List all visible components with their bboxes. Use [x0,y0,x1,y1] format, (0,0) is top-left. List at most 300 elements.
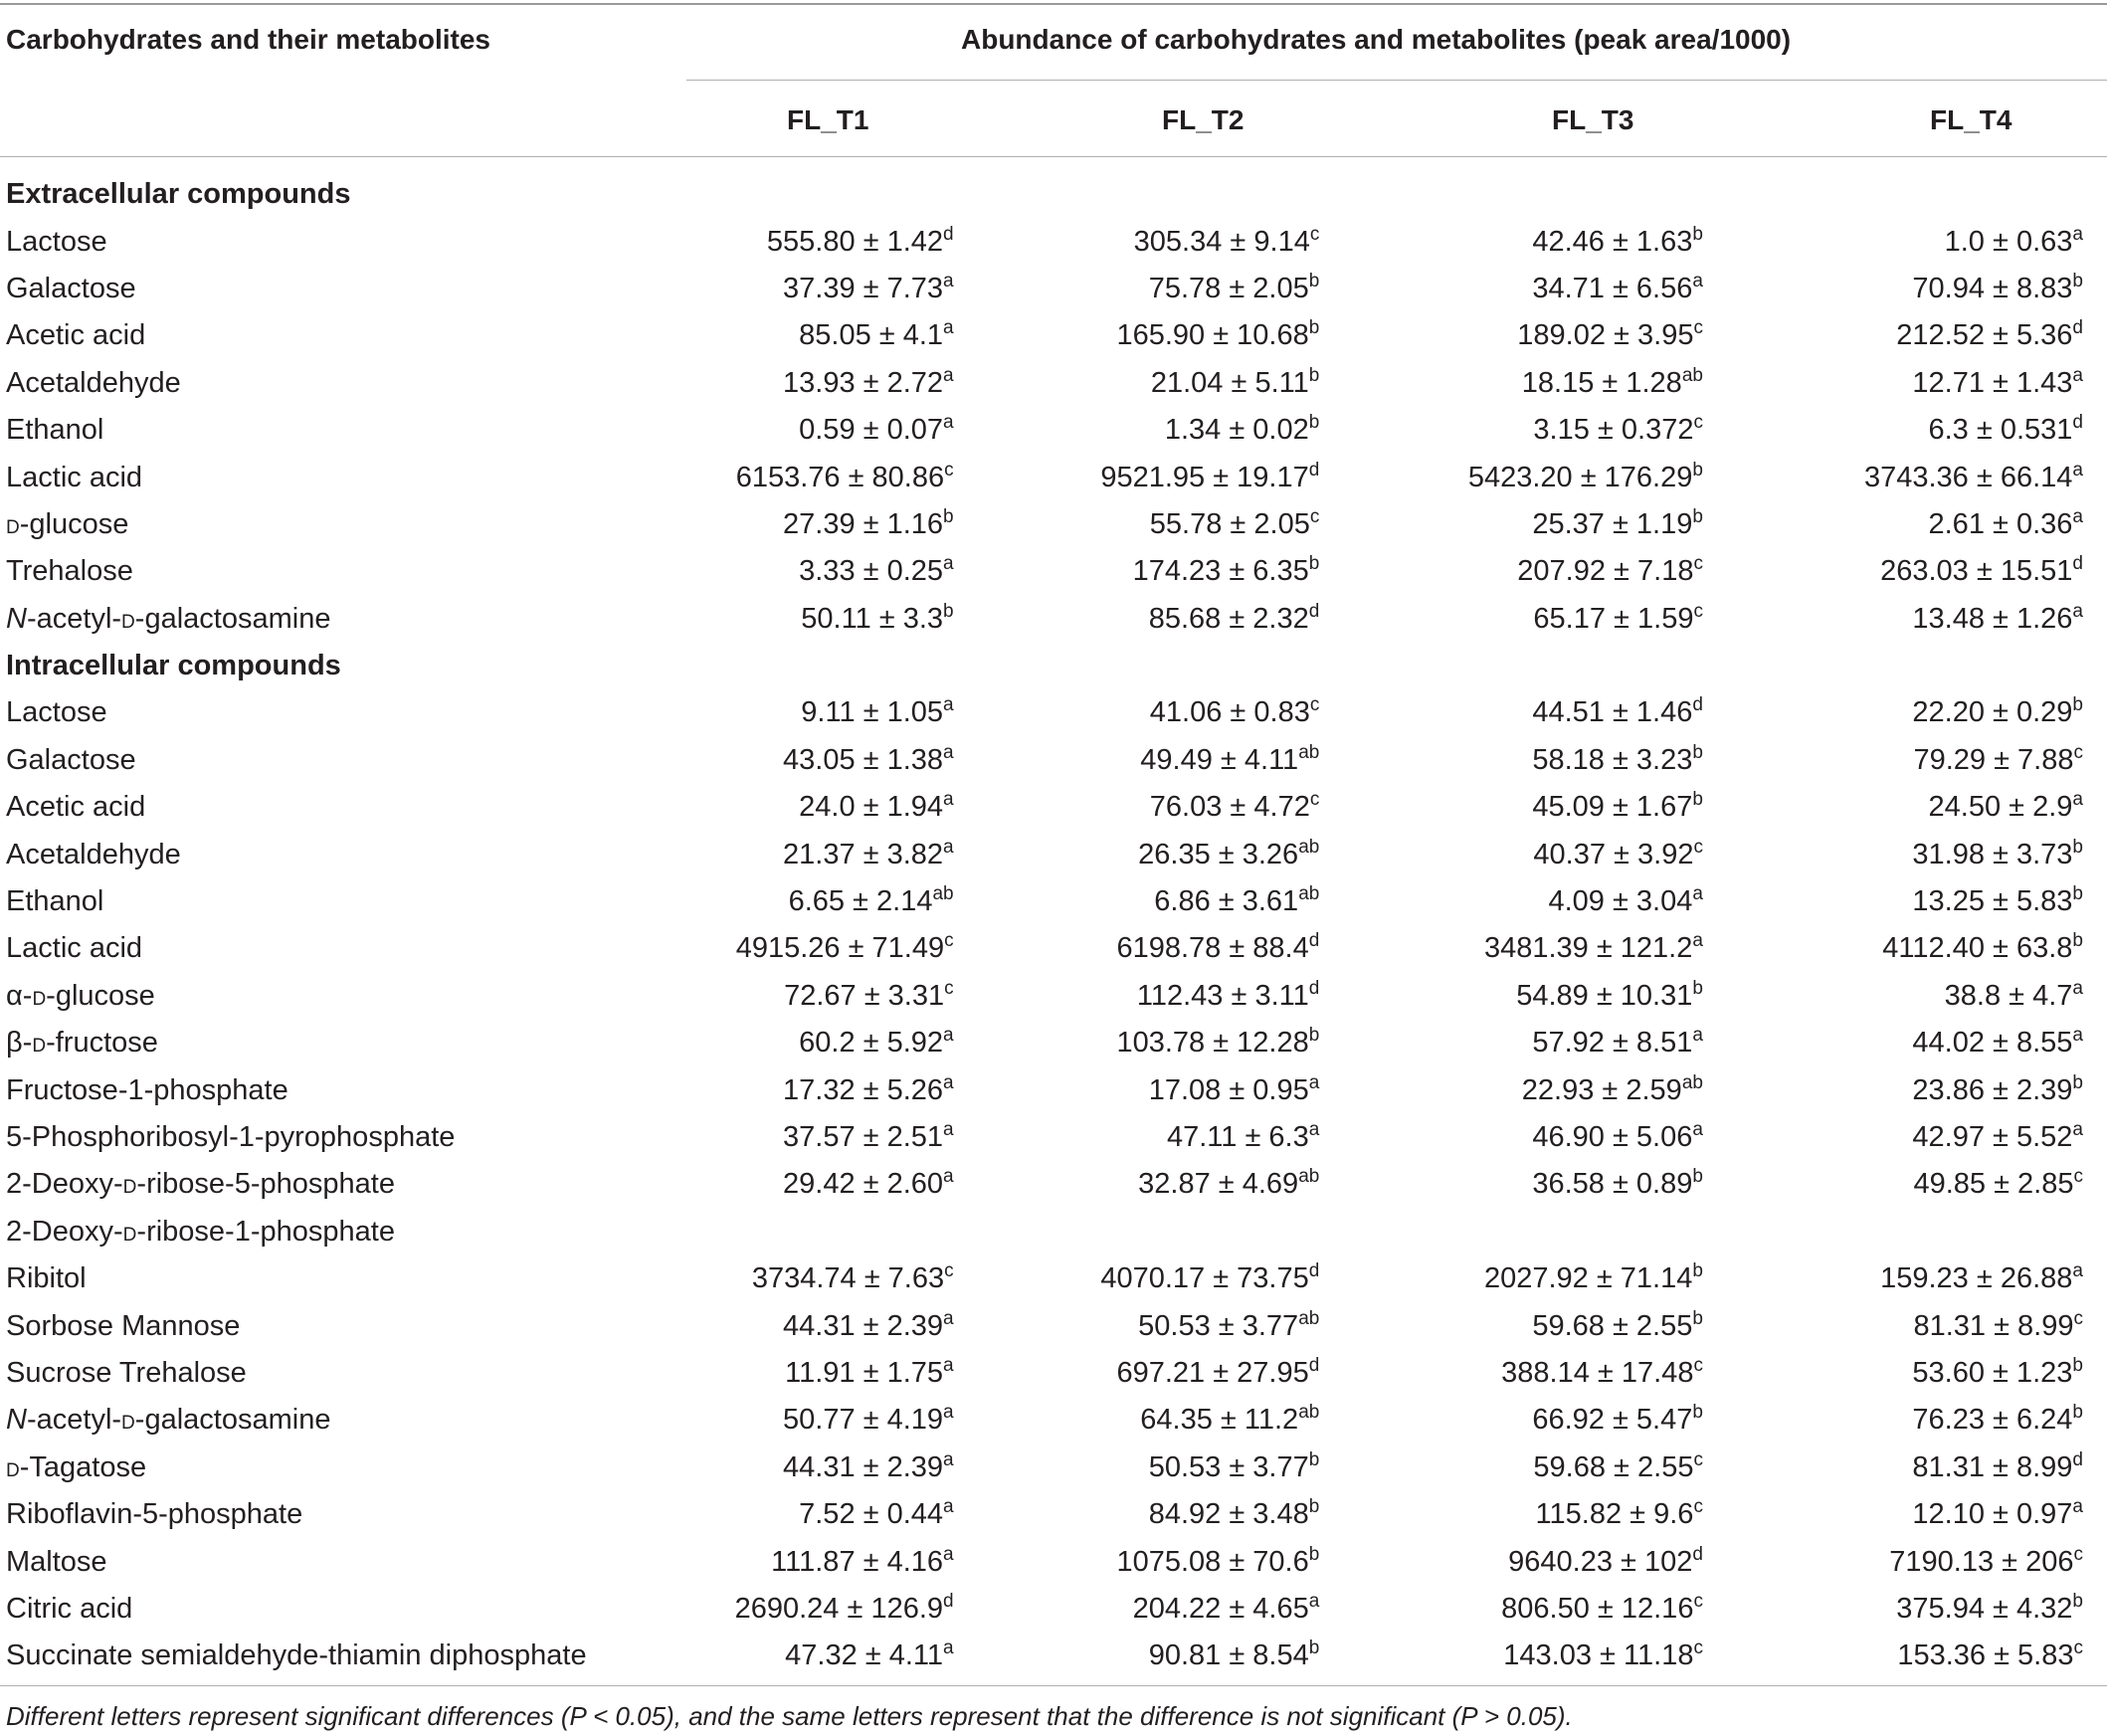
mean-sd: 43.05 ± 1.38 [783,743,944,776]
mean-sd: 5423.20 ± 176.29 [1467,461,1693,493]
value-cell-fl-t3 [1319,1209,1703,1255]
value-cell-fl-t2 [954,1350,1320,1397]
significance-letter: a [943,1638,954,1659]
table-row [0,1586,2107,1633]
mean-sd: 59.68 ± 2.55 [1532,1309,1693,1342]
mean-sd: 3481.39 ± 121.2 [1483,932,1693,965]
mean-sd: 115.82 ± 9.6 [1535,1498,1694,1531]
significance-letter: c [1309,789,1320,811]
mean-sd: 47.32 ± 4.11 [785,1640,944,1672]
significance-letter: a [943,836,954,858]
mean-sd: 13.25 ± 5.83 [1912,885,2073,918]
value-cell-fl-t3 [1319,925,1703,972]
table-row [0,1066,2107,1113]
table-row [0,878,2107,925]
compound-name: Lactose [6,696,107,729]
mean-sd: 31.98 ± 3.73 [1912,838,2073,870]
mean-sd: 70.94 ± 8.83 [1912,272,2073,304]
compound-name: Lactic acid [6,461,143,493]
compound-name: Galactose [6,743,136,776]
significance-letter: b [1692,505,1703,527]
compound-name: d-glucose [6,507,129,540]
mean-sd: 81.31 ± 8.99 [1912,1450,2073,1483]
mean-sd: 13.48 ± 1.26 [1912,602,2073,635]
mean-sd: 54.89 ± 10.31 [1516,979,1693,1012]
value-cell-fl-t4 [1703,266,2107,312]
mean-sd: 76.03 ± 4.72 [1149,791,1310,824]
table-row [0,360,2107,407]
compound-name: 5-Phosphoribosyl-1-pyrophosphate [6,1121,456,1153]
significance-letter: b [2072,1590,2083,1612]
significance-letter: c [2073,1166,2083,1188]
value-cell-fl-t1 [677,878,953,925]
mean-sd: 49.85 ± 2.85 [1913,1168,2074,1201]
significance-letter: a [943,270,954,291]
significance-letter: d [1308,1260,1320,1282]
significance-letter: d [2072,553,2083,575]
value-cell-fl-t2 [954,407,1320,454]
compound-name: α-d-glucose [6,979,155,1012]
mean-sd: 207.92 ± 7.18 [1517,555,1694,588]
significance-letter: b [1692,741,1703,763]
mean-sd: 153.36 ± 5.83 [1897,1640,2074,1672]
significance-letter: a [2072,977,2083,999]
mean-sd: 34.71 ± 6.56 [1532,272,1693,304]
compound-name: Acetaldehyde [6,838,181,870]
significance-letter: c [1693,1496,1703,1518]
significance-letter: c [2073,1307,2083,1329]
value-cell-fl-t2 [954,1161,1320,1208]
table-row [0,596,2107,643]
value-cell-fl-t4 [1703,1114,2107,1161]
mean-sd: 84.92 ± 3.48 [1148,1498,1309,1531]
value-cell-fl-t3 [1319,1491,1703,1538]
section-title: Extracellular compounds [6,178,351,211]
significance-letter: c [1693,1590,1703,1612]
mean-sd: 4915.26 ± 71.49 [735,932,945,965]
mean-sd: 27.39 ± 1.16 [783,507,944,540]
value-cell-fl-t2 [954,878,1320,925]
significance-letter: b [1308,1543,1320,1565]
significance-letter: a [943,1448,954,1470]
mean-sd: 3.15 ± 0.372 [1533,414,1694,447]
significance-letter: a [943,1402,954,1424]
mean-sd: 111.87 ± 4.16 [771,1545,944,1578]
significance-letter: b [1692,789,1703,811]
value-cell-fl-t3 [1319,973,1703,1020]
mean-sd: 29.42 ± 2.60 [783,1168,944,1201]
significance-letter: d [2072,317,2083,339]
significance-letter: b [1692,977,1703,999]
mean-sd: 90.81 ± 8.54 [1148,1640,1309,1672]
significance-letter: b [1692,223,1703,245]
significance-letter: b [943,505,954,527]
value-cell-fl-t4 [1703,1350,2107,1397]
value-cell-fl-t3 [1319,596,1703,643]
mean-sd: 23.86 ± 2.39 [1912,1073,2073,1106]
value-cell-fl-t1 [677,831,953,877]
value-cell-fl-t1 [677,218,953,265]
significance-letter: a [2072,223,2083,245]
mean-sd: 12.10 ± 0.97 [1912,1498,2073,1531]
compound-name: Ethanol [6,414,104,447]
value-cell-fl-t2 [954,1114,1320,1161]
value-cell-fl-t1 [677,407,953,454]
significance-letter: a [943,1119,954,1140]
significance-letter: b [1308,412,1320,434]
compound-name: Ribitol [6,1262,87,1295]
significance-letter: ab [1681,364,1703,386]
section-title: Intracellular compounds [6,650,341,682]
mean-sd: 44.51 ± 1.46 [1532,696,1693,729]
mean-sd: 2027.92 ± 71.14 [1483,1262,1693,1295]
mean-sd: 55.78 ± 2.05 [1149,507,1310,540]
mean-sd: 60.2 ± 5.92 [799,1027,944,1060]
value-cell-fl-t4 [1703,407,2107,454]
value-cell-fl-t2 [954,925,1320,972]
value-cell-fl-t3 [1319,1445,1703,1491]
significance-letter: d [1308,977,1320,999]
significance-letter: b [2072,270,2083,291]
value-cell-fl-t1 [677,1020,953,1066]
table-row [0,312,2107,359]
significance-letter: d [1308,930,1320,952]
significance-letter: a [943,1496,954,1518]
mean-sd: 0.59 ± 0.07 [799,414,944,447]
table-row [0,1302,2107,1349]
mean-sd: 6153.76 ± 80.86 [735,461,945,493]
mean-sd: 65.17 ± 1.59 [1533,602,1694,635]
value-cell-fl-t2 [954,1633,1320,1679]
mean-sd: 13.93 ± 2.72 [783,366,944,399]
significance-letter: d [1308,600,1320,622]
significance-letter: a [943,741,954,763]
mean-sd: 22.93 ± 2.59 [1521,1073,1682,1106]
significance-letter: a [2072,364,2083,386]
mean-sd: 1.0 ± 0.63 [1944,225,2073,258]
value-cell-fl-t2 [954,737,1320,784]
significance-letter: b [1308,317,1320,339]
value-cell-fl-t3 [1319,1302,1703,1349]
table-row [0,407,2107,454]
col-header-fl-t4: FL_T4 [1930,104,2012,135]
mean-sd: 204.22 ± 4.65 [1132,1592,1309,1625]
compound-name: Lactic acid [6,932,143,965]
value-cell-fl-t3 [1319,266,1703,312]
compound-name: Ethanol [6,885,104,918]
value-cell-fl-t1 [677,454,953,500]
significance-letter: b [1308,364,1320,386]
mean-sd: 9640.23 ± 102 [1508,1545,1693,1578]
value-cell-fl-t4 [1703,218,2107,265]
significance-letter: a [2072,1119,2083,1140]
value-cell-fl-t3 [1319,1255,1703,1302]
col-header-fl-t3: FL_T3 [1552,104,1634,135]
value-cell-fl-t4 [1703,548,2107,595]
value-cell-fl-t1 [677,1302,953,1349]
significance-letter: a [943,364,954,386]
significance-letter: a [1308,1119,1320,1140]
table-row [0,925,2107,972]
mean-sd: 4.09 ± 3.04 [1548,885,1693,918]
compound-name: 2-Deoxy-d-ribose-1-phosphate [6,1215,395,1248]
significance-letter: c [1309,505,1320,527]
significance-letter: a [1308,1590,1320,1612]
significance-letter: a [943,1071,954,1093]
significance-letter: a [943,1543,954,1565]
significance-letter: a [1692,1025,1703,1047]
significance-letter: a [2072,1496,2083,1518]
value-cell-fl-t4 [1703,1255,2107,1302]
compound-name: Succinate semialdehyde-thiamin diphosphate [6,1640,587,1672]
mean-sd: 66.92 ± 5.47 [1532,1404,1693,1437]
significance-letter: b [1692,1260,1703,1282]
mean-sd: 17.32 ± 5.26 [783,1073,944,1106]
value-cell-fl-t3 [1319,360,1703,407]
significance-letter: ab [932,883,954,905]
mean-sd: 44.02 ± 8.55 [1912,1027,2073,1060]
mean-sd: 58.18 ± 3.23 [1532,743,1693,776]
significance-letter: b [1308,1496,1320,1518]
significance-letter: b [1308,553,1320,575]
mean-sd: 6198.78 ± 88.4 [1116,932,1309,965]
value-cell-fl-t1 [677,501,953,548]
table-row [0,1445,2107,1491]
significance-letter: b [2072,1402,2083,1424]
significance-letter: d [1308,459,1320,481]
significance-letter: a [2072,789,2083,811]
mean-sd: 388.14 ± 17.48 [1501,1356,1694,1389]
mean-sd: 40.37 ± 3.92 [1533,838,1694,870]
value-cell-fl-t1 [677,1586,953,1633]
significance-letter: c [1693,553,1703,575]
mean-sd: 36.58 ± 0.89 [1532,1168,1693,1201]
value-cell-fl-t2 [954,501,1320,548]
mean-sd: 21.04 ± 5.11 [1150,366,1309,399]
significance-letter: d [1308,1354,1320,1376]
value-cell-fl-t4 [1703,1209,2107,1255]
value-cell-fl-t3 [1319,1633,1703,1679]
significance-letter: a [943,553,954,575]
value-cell-fl-t1 [677,737,953,784]
value-cell-fl-t3 [1319,1114,1703,1161]
compound-name: Galactose [6,272,136,304]
compound-name: Trehalose [6,555,133,588]
compound-name: Citric acid [6,1592,133,1625]
significance-letter: b [2072,836,2083,858]
mean-sd: 22.20 ± 0.29 [1912,696,2073,729]
mean-sd: 37.39 ± 7.73 [783,272,944,304]
table-row [0,1538,2107,1585]
mean-sd: 53.60 ± 1.23 [1912,1356,2073,1389]
significance-letter: d [1692,694,1703,716]
value-cell-fl-t1 [677,973,953,1020]
value-cell-fl-t2 [954,312,1320,359]
significance-letter: c [1693,836,1703,858]
mean-sd: 174.23 ± 6.35 [1132,555,1309,588]
footnote: Different letters represent significant differences (P < 0.05), and the same letters represent that the difference is not significant (P > 0.05). [6,1701,1573,1731]
mean-sd: 18.15 ± 1.28 [1521,366,1682,399]
table-row [0,548,2107,595]
value-cell-fl-t4 [1703,1633,2107,1679]
value-cell-fl-t3 [1319,1586,1703,1633]
value-cell-fl-t2 [954,1066,1320,1113]
mean-sd: 189.02 ± 3.95 [1517,319,1694,352]
value-cell-fl-t1 [677,360,953,407]
mean-sd: 4070.17 ± 73.75 [1100,1262,1309,1295]
value-cell-fl-t2 [954,454,1320,500]
significance-letter: a [943,1025,954,1047]
significance-letter: a [943,1354,954,1376]
mean-sd: 1075.08 ± 70.6 [1116,1545,1309,1578]
value-cell-fl-t2 [954,266,1320,312]
spanner-rule [686,80,2107,81]
compound-name: d-Tagatose [6,1450,147,1483]
value-cell-fl-t4 [1703,1020,2107,1066]
value-cell-fl-t4 [1703,1445,2107,1491]
value-cell-fl-t2 [954,360,1320,407]
significance-letter: ab [1298,883,1320,905]
value-cell-fl-t4 [1703,784,2107,831]
value-cell-fl-t1 [677,784,953,831]
significance-letter: c [1693,1638,1703,1659]
value-cell-fl-t1 [677,1114,953,1161]
value-cell-fl-t4 [1703,1397,2107,1444]
value-cell-fl-t3 [1319,1020,1703,1066]
mean-sd: 7.52 ± 0.44 [799,1498,944,1531]
mean-sd: 3743.36 ± 66.14 [1863,461,2073,493]
value-cell-fl-t2 [954,831,1320,877]
col-header-abundance-span: Abundance of carbohydrates and metabolites (peak area/1000) [961,24,1792,55]
significance-letter: c [944,459,954,481]
mean-sd: 42.46 ± 1.63 [1532,225,1693,258]
mean-sd: 9.11 ± 1.05 [801,696,944,729]
value-cell-fl-t4 [1703,1066,2107,1113]
mean-sd: 44.31 ± 2.39 [783,1309,944,1342]
mean-sd: 1.34 ± 0.02 [1164,414,1309,447]
value-cell-fl-t1 [677,1209,953,1255]
significance-letter: ab [1298,741,1320,763]
mean-sd: 3734.74 ± 7.63 [751,1262,945,1295]
value-cell-fl-t3 [1319,407,1703,454]
table-row [0,1350,2107,1397]
table-row [0,1114,2107,1161]
value-cell-fl-t4 [1703,831,2107,877]
value-cell-fl-t3 [1319,218,1703,265]
significance-letter: a [943,317,954,339]
mean-sd: 212.52 ± 5.36 [1896,319,2073,352]
significance-letter: d [943,1590,954,1612]
mean-sd: 11.91 ± 1.75 [785,1356,944,1389]
significance-letter: a [943,412,954,434]
value-cell-fl-t4 [1703,1302,2107,1349]
value-cell-fl-t3 [1319,1350,1703,1397]
value-cell-fl-t1 [677,1161,953,1208]
value-cell-fl-t4 [1703,454,2107,500]
mean-sd: 42.97 ± 5.52 [1912,1121,2073,1153]
col-header-compounds: Carbohydrates and their metabolites [6,24,491,55]
value-cell-fl-t4 [1703,878,2107,925]
compound-name: N-acetyl-d-galactosamine [6,1404,331,1437]
mean-sd: 41.06 ± 0.83 [1149,696,1310,729]
mean-sd: 697.21 ± 27.95 [1116,1356,1309,1389]
mean-sd: 103.78 ± 12.28 [1116,1027,1309,1060]
mean-sd: 263.03 ± 15.51 [1880,555,2073,588]
value-cell-fl-t4 [1703,312,2107,359]
significance-letter: c [1693,317,1703,339]
value-cell-fl-t2 [954,973,1320,1020]
value-cell-fl-t3 [1319,1161,1703,1208]
significance-letter: b [2072,883,2083,905]
significance-letter: c [2073,741,2083,763]
mean-sd: 81.31 ± 8.99 [1913,1309,2074,1342]
mean-sd: 21.37 ± 3.82 [783,838,944,870]
significance-letter: a [1692,270,1703,291]
significance-letter: b [2072,930,2083,952]
bottom-rule [0,1685,2107,1686]
significance-letter: a [943,1307,954,1329]
value-cell-fl-t2 [954,596,1320,643]
mean-sd: 50.53 ± 3.77 [1148,1450,1309,1483]
mean-sd: 37.57 ± 2.51 [783,1121,944,1153]
value-cell-fl-t4 [1703,360,2107,407]
significance-letter: b [1692,459,1703,481]
compound-name: 2-Deoxy-d-ribose-5-phosphate [6,1168,395,1201]
value-cell-fl-t1 [677,312,953,359]
significance-letter: ab [1298,836,1320,858]
table-row [0,689,2107,736]
compound-name: Sucrose Trehalose [6,1356,247,1389]
significance-letter: c [944,1260,954,1282]
significance-letter: b [1308,270,1320,291]
significance-letter: c [1693,1448,1703,1470]
value-cell-fl-t2 [954,1586,1320,1633]
value-cell-fl-t2 [954,1255,1320,1302]
compound-name: Acetic acid [6,791,146,824]
significance-letter: b [1308,1025,1320,1047]
value-cell-fl-t3 [1319,831,1703,877]
mean-sd: 806.50 ± 12.16 [1501,1592,1694,1625]
mean-sd: 24.50 ± 2.9 [1928,791,2073,824]
mean-sd: 64.35 ± 11.2 [1140,1404,1299,1437]
table-row [0,973,2107,1020]
compound-name: Sorbose Mannose [6,1309,241,1342]
value-cell-fl-t3 [1319,548,1703,595]
value-cell-fl-t1 [677,1350,953,1397]
mean-sd: 112.43 ± 3.11 [1136,979,1309,1012]
value-cell-fl-t3 [1319,689,1703,736]
table-row [0,1255,2107,1302]
value-cell-fl-t2 [954,1302,1320,1349]
mean-sd: 375.94 ± 4.32 [1896,1592,2073,1625]
mean-sd: 4112.40 ± 63.8 [1882,932,2073,965]
top-rule [0,3,2107,5]
value-cell-fl-t4 [1703,501,2107,548]
significance-letter: b [1308,1638,1320,1659]
significance-letter: b [2072,1354,2083,1376]
value-cell-fl-t2 [954,1020,1320,1066]
mean-sd: 305.34 ± 9.14 [1133,225,1310,258]
value-cell-fl-t2 [954,1397,1320,1444]
section-header-row [0,171,2107,218]
table-row [0,266,2107,312]
mean-sd: 79.29 ± 7.88 [1913,743,2074,776]
mean-sd: 26.35 ± 3.26 [1138,838,1299,870]
mean-sd: 555.80 ± 1.42 [766,225,944,258]
mean-sd: 143.03 ± 11.18 [1503,1640,1694,1672]
mean-sd: 32.87 ± 4.69 [1138,1168,1299,1201]
table-row [0,784,2107,831]
